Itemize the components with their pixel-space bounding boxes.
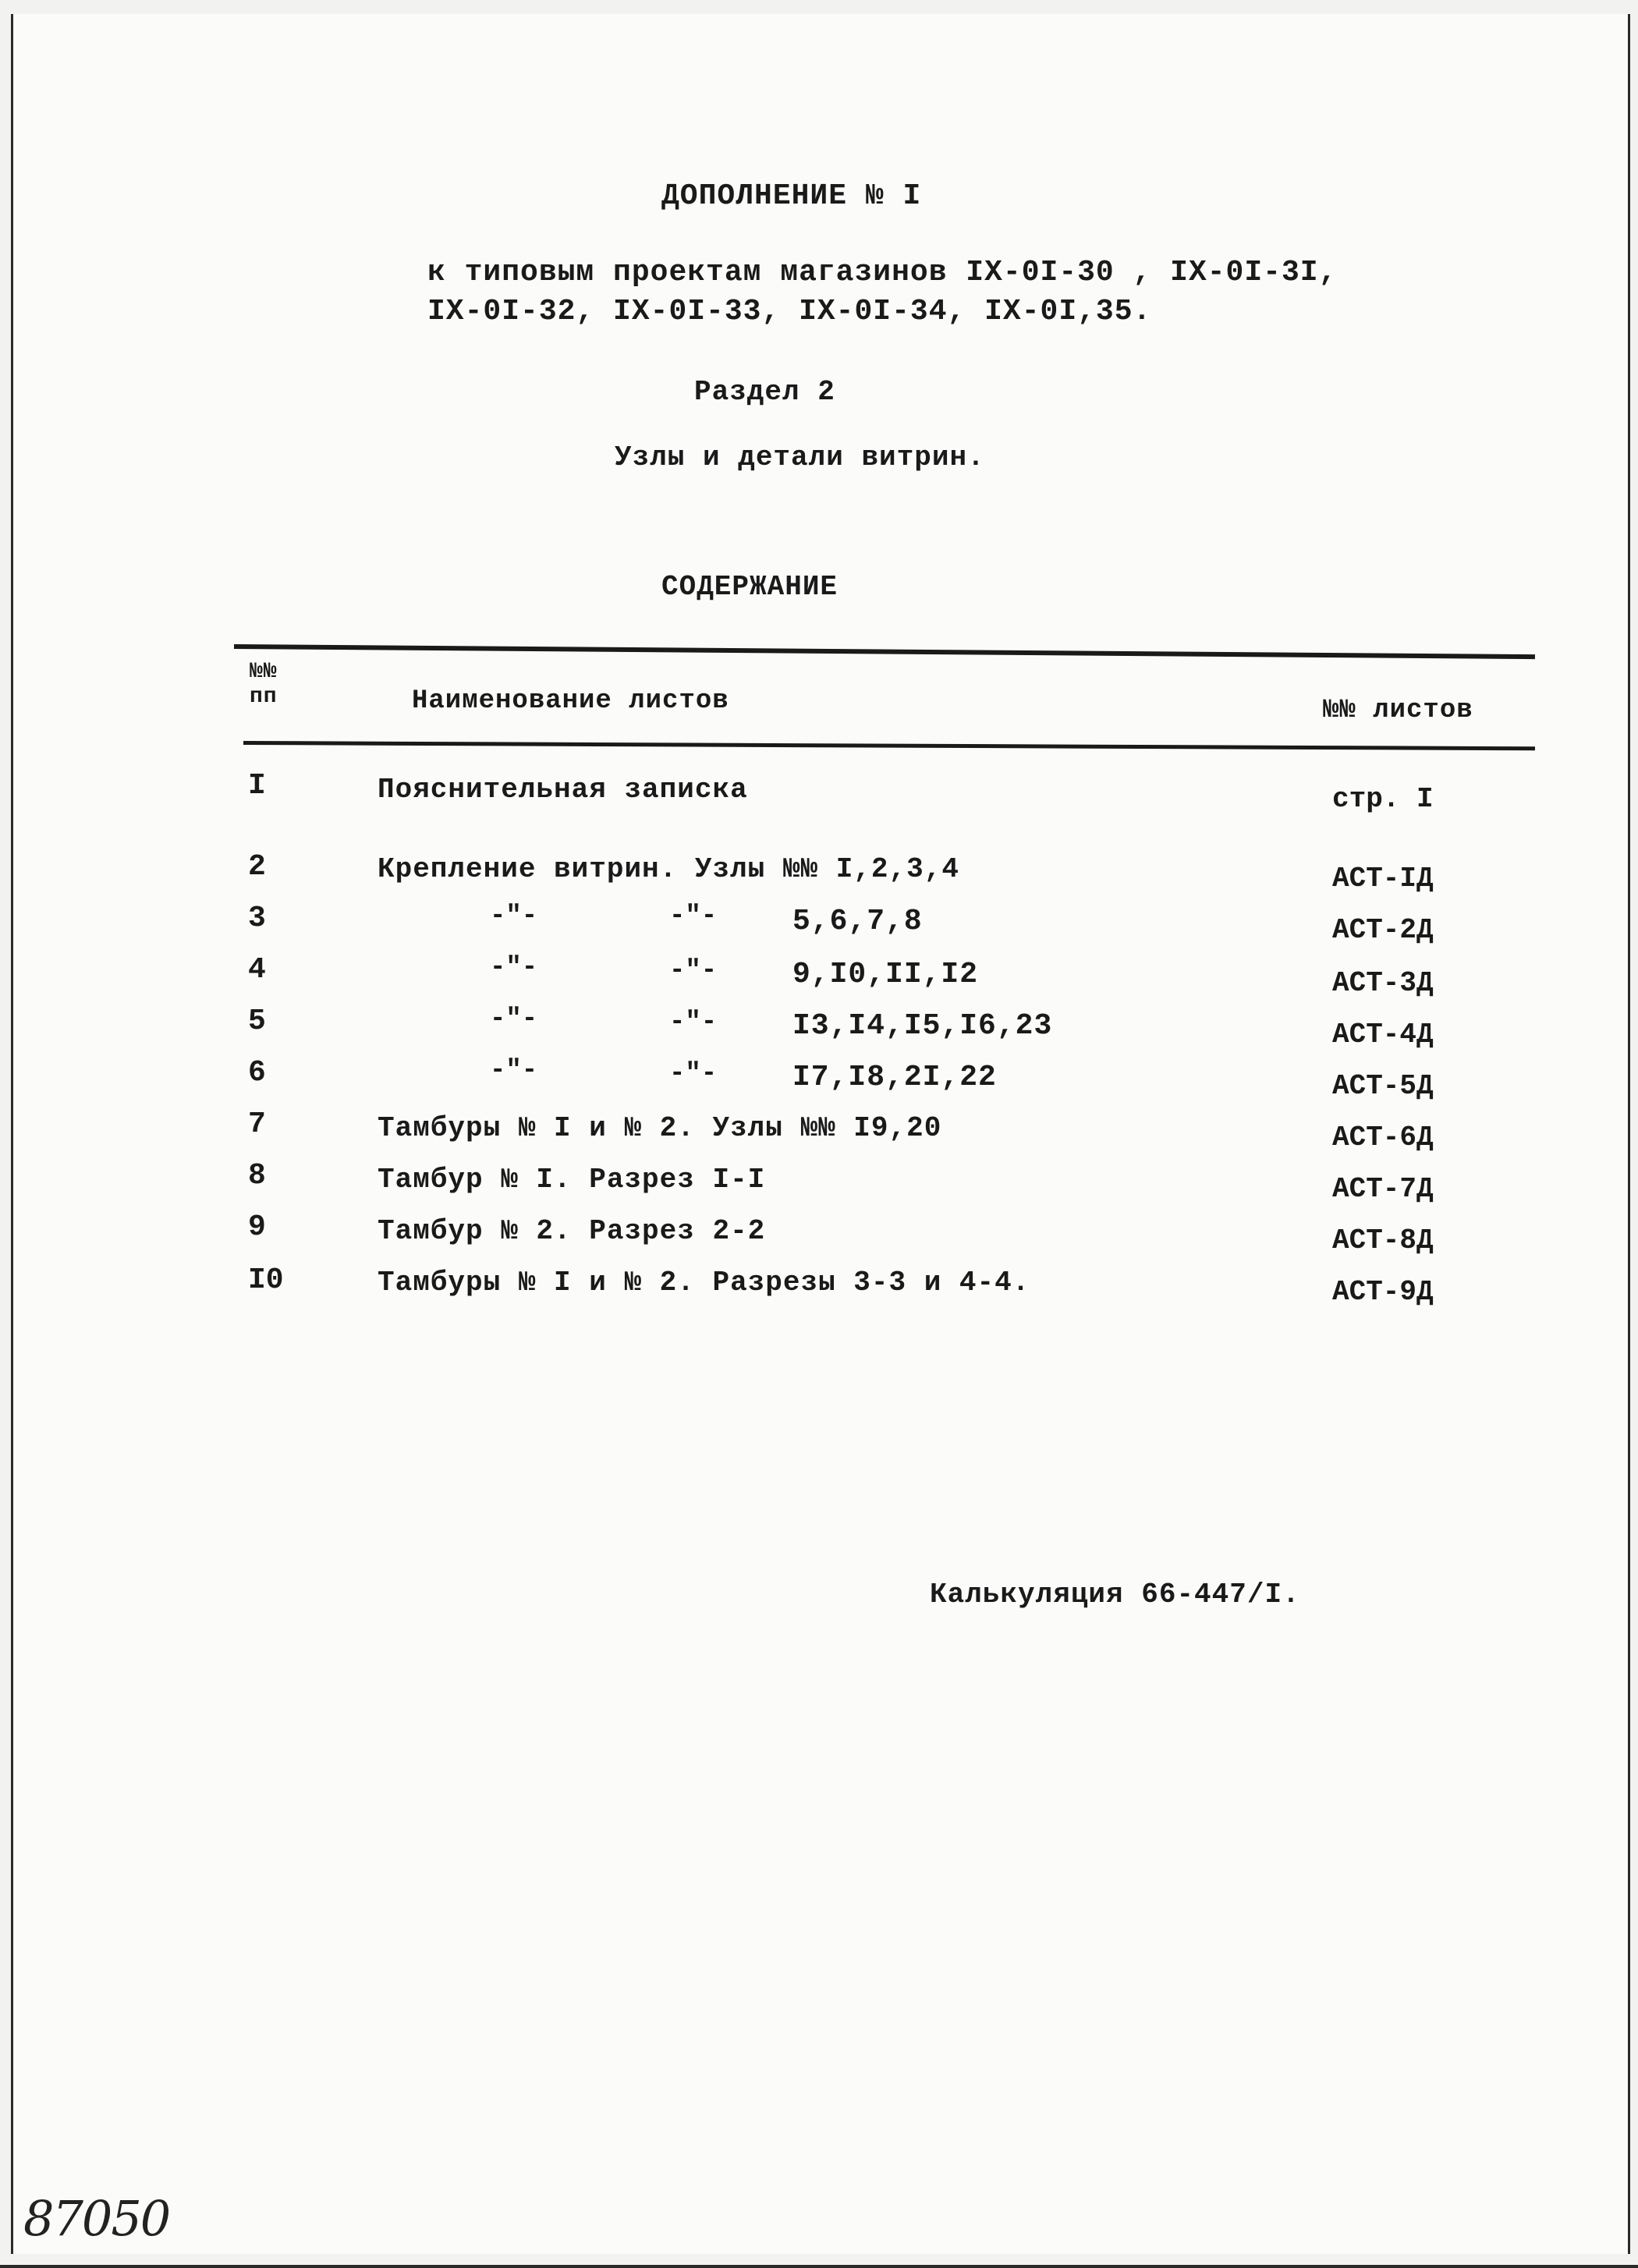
row-nodes: 9,I0,II,I2 xyxy=(792,958,979,991)
inventory-number: 87050 xyxy=(23,2190,170,2247)
row-sheet: АСТ-7Д xyxy=(1332,1173,1434,1205)
column-header-number-line1: №№ xyxy=(250,660,278,684)
section-number: Раздел 2 xyxy=(694,376,835,408)
row-title: Пояснительная записка xyxy=(378,774,748,806)
row-title: Крепление витрин. Узлы №№ I,2,3,4 xyxy=(378,853,959,885)
column-header-number-line2: пп xyxy=(250,685,278,709)
column-header-name: Наименование листов xyxy=(412,686,729,716)
collection-number: Калькуляция 66-447/I. xyxy=(930,1579,1300,1611)
ditto-mark: -"- xyxy=(669,1008,718,1037)
row-title: Тамбуры № I и № 2. Узлы №№ I9,20 xyxy=(378,1112,942,1144)
row-number: 5 xyxy=(248,1005,266,1038)
row-sheet: АСТ-9Д xyxy=(1332,1276,1434,1308)
row-title: Тамбуры № I и № 2. Разрезы 3-3 и 4-4. xyxy=(378,1267,1030,1299)
row-number: 2 xyxy=(248,850,266,884)
row-number: 9 xyxy=(248,1210,266,1244)
row-nodes: I3,I4,I5,I6,23 xyxy=(792,1009,1053,1043)
document-heading: ДОПОЛНЕНИЕ № I xyxy=(661,179,922,213)
row-sheet: стр. I xyxy=(1332,783,1434,815)
row-sheet: АСТ-3Д xyxy=(1332,967,1434,999)
page-bottom-edge xyxy=(0,2265,1638,2268)
contents-title: СОДЕРЖАНИЕ xyxy=(661,571,838,603)
row-sheet: АСТ-4Д xyxy=(1332,1019,1434,1051)
row-number: I xyxy=(248,769,266,803)
row-sheet: АСТ-6Д xyxy=(1332,1122,1434,1153)
row-sheet: АСТ-5Д xyxy=(1332,1070,1434,1102)
ditto-mark: -"- xyxy=(669,902,718,931)
row-number: I0 xyxy=(248,1263,284,1297)
ditto-mark: -"- xyxy=(669,1059,718,1089)
ditto-mark: -"- xyxy=(490,1005,538,1034)
row-title: Тамбур № I. Разрез I-I xyxy=(378,1164,766,1196)
row-number: 7 xyxy=(248,1107,266,1141)
row-number: 3 xyxy=(248,902,266,935)
row-nodes: I7,I8,2I,22 xyxy=(792,1061,997,1094)
row-number: 8 xyxy=(248,1159,266,1192)
ditto-mark: -"- xyxy=(669,956,718,986)
row-number: 4 xyxy=(248,953,266,987)
row-sheet: АСТ-8Д xyxy=(1332,1224,1434,1256)
document-subtitle-line1: к типовым проектам магазинов IX-0I-30 , IX-0I-3I, xyxy=(427,256,1338,289)
row-nodes: 5,6,7,8 xyxy=(792,905,923,938)
row-number: 6 xyxy=(248,1056,266,1090)
ditto-mark: -"- xyxy=(490,1056,538,1086)
section-title: Узлы и детали витрин. xyxy=(615,441,985,473)
document-subtitle-line2: IX-0I-32, IX-0I-33, IX-0I-34, IX-0I,35. xyxy=(427,295,1152,328)
row-sheet: АСТ-IД xyxy=(1332,863,1434,895)
column-header-sheets: №№ листов xyxy=(1323,696,1473,725)
ditto-mark: -"- xyxy=(490,953,538,983)
ditto-mark: -"- xyxy=(490,902,538,931)
row-sheet: АСТ-2Д xyxy=(1332,914,1434,946)
row-title: Тамбур № 2. Разрез 2-2 xyxy=(378,1215,766,1247)
